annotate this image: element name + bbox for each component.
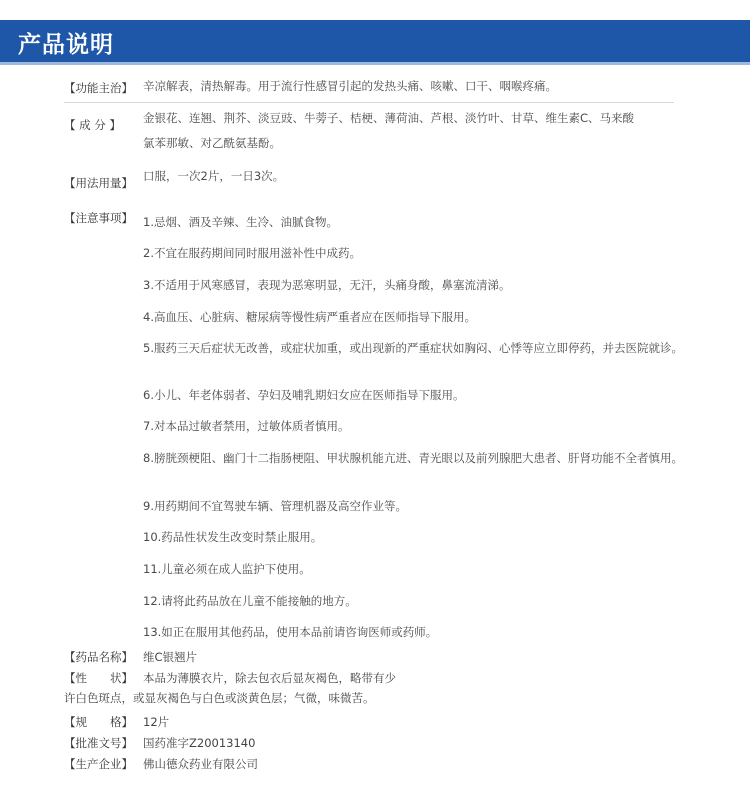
section-title: 产品说明 [18,32,114,58]
drug-name-value: 维C银翘片 [143,650,198,664]
drug-name-label: 【药品名称】 [64,650,133,664]
ingredients-line-2: 氯苯那敏、对乙酰氨基酚。 [143,136,281,150]
appearance-value-cont: 许白色斑点，或显灰褐色与白色或淡黄色层；气微，味微苦。 [64,691,375,705]
precaution-item: 2.不宜在服药期间同时服用滋补性中成药。 [143,246,361,260]
divider [64,102,674,103]
precaution-item: 12.请将此药品放在儿童不能接触的地方。 [143,594,357,608]
appearance-label: 【性 状】 [64,671,133,685]
approval-value: 国药准字Z20013140 [143,736,256,750]
spec-value: 12片 [143,715,170,729]
appearance-value: 本品为薄膜衣片，除去包衣后显灰褐色，略带有少 [143,671,396,685]
precaution-item: 3.不适用于风寒感冒，表现为恶寒明显，无汗，头痛身酸，鼻塞流清涕。 [143,278,511,292]
functions-text: 辛凉解表，清热解毒。用于流行性感冒引起的发热头痛、咳嗽、口干、咽喉疼痛。 [143,79,557,93]
spec-label: 【规 格】 [64,715,133,729]
precaution-item: 1.忌烟、酒及辛辣、生冷、油腻食物。 [143,215,338,229]
maker-value: 佛山德众药业有限公司 [143,757,258,771]
ingredients-line-1: 金银花、连翘、荆芥、淡豆豉、牛蒡子、桔梗、薄荷油、芦根、淡竹叶、甘草、维生素C、马来酸 [143,111,635,125]
precaution-item: 4.高血压、心脏病、糖尿病等慢性病严重者应在医师指导下服用。 [143,310,476,324]
precaution-item: 13.如正在服用其他药品，使用本品前请咨询医师或药师。 [143,625,438,639]
precaution-item: 11.儿童必须在成人监护下使用。 [143,562,311,576]
ingredients-label: 【 成 分 】 [64,118,121,132]
section-header-bar [0,20,750,65]
precaution-item: 9.用药期间不宜驾驶车辆、管理机器及高空作业等。 [143,499,407,513]
precaution-item: 7.对本品过敏者禁用，过敏体质者慎用。 [143,419,350,433]
functions-label: 【功能主治】 [64,81,133,95]
precaution-item: 6.小儿、年老体弱者、孕妇及哺乳期妇女应在医师指导下服用。 [143,388,465,402]
precaution-item: 5.服药三天后症状无改善，或症状加重，或出现新的严重症状如胸闷、心悸等应立即停药，并去医院就诊。 [143,341,683,355]
dosage-text: 口服，一次2片，一日3次。 [143,169,285,183]
dosage-label: 【用法用量】 [64,176,133,190]
maker-label: 【生产企业】 [64,757,133,771]
precautions-label: 【注意事项】 [64,211,133,225]
approval-label: 【批准文号】 [64,736,133,750]
precaution-item: 8.膀胱颈梗阻、幽门十二指肠梗阻、甲状腺机能亢进、青光眼以及前列腺肥大患者、肝肾功能不全者慎用。 [143,451,683,465]
precaution-item: 10.药品性状发生改变时禁止服用。 [143,530,323,544]
